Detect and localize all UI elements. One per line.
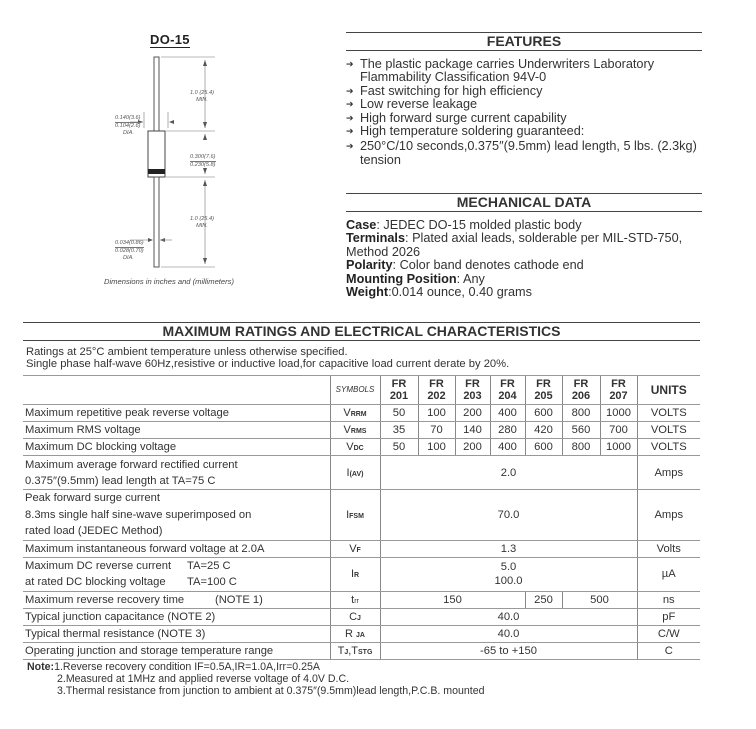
- arrow-bullet-icon: ➔: [346, 141, 354, 152]
- feature-item: ➔ High forward surge current capability: [346, 110, 567, 125]
- part-header: FR 202: [418, 376, 455, 405]
- feature-item: ➔ Fast switching for high efficiency: [346, 83, 543, 98]
- arrow-bullet-icon: ➔: [346, 99, 354, 110]
- symbols-header: SYMBOLS: [330, 376, 380, 405]
- table-row-vrrm: Maximum repetitive peak reverse voltage VRRM 50 100 200 400 600 800 1000 VOLTS: [23, 405, 700, 422]
- mech-mounting: Mounting Position: Any: [346, 271, 485, 286]
- arrow-bullet-icon: ➔: [346, 126, 354, 137]
- table-row-ifsm: Peak forward surge current 8.3ms single half sine-wave superimposed on rated load (JEDEC Method) IFSM 70.0 Amps: [23, 490, 700, 541]
- ratings-heading: MAXIMUM RATINGS AND ELECTRICAL CHARACTERISTICS: [23, 322, 700, 341]
- notes: [27, 661, 485, 698]
- features-list: [346, 58, 726, 167]
- part-header: FR 203: [455, 376, 490, 405]
- part-header: FR 201: [380, 376, 418, 405]
- features-heading: FEATURES: [346, 32, 702, 51]
- part-header: FR 205: [525, 376, 562, 405]
- dim-lead-bottom: 1.0 (25.4) MIN.: [190, 216, 214, 229]
- table-row-tj: Operating junction and storage temperature range TJ,TSTG -65 to +150 C: [23, 642, 700, 659]
- note-1: Note:1.Reverse recovery condition IF=0.5A,IR=1.0A,Irr=0.25A: [27, 661, 320, 673]
- dimensions-caption: Dimensions in inches and (millimeters): [104, 277, 234, 286]
- feature-item: ➔ The plastic package carries Underwriters Laboratory Flammability Classification 94V-0: [346, 57, 655, 85]
- mech-polarity: Polarity: Color band denotes cathode end: [346, 258, 584, 273]
- part-header: FR 204: [490, 376, 525, 405]
- note-3: 3.Thermal resistance from junction to ambient at 0.375″(9.5mm)lead length,P.C.B. mounted: [57, 685, 485, 698]
- dim-lead-top: 1.0 (25.4) MIN.: [190, 90, 214, 103]
- table-row-rja: Typical thermal resistance (NOTE 3) R JA 40.0 C/W: [23, 625, 700, 642]
- mechanical-data: [346, 219, 726, 299]
- note-2: 2.Measured at 1MHz and applied reverse voltage of 4.0V D.C.: [57, 673, 350, 686]
- ratings-table: [23, 375, 700, 660]
- part-header: FR 207: [600, 376, 637, 405]
- mech-case: Case: JEDEC DO-15 molded plastic body: [346, 218, 582, 232]
- dim-body-dia: 0.140(3.6) 0.104(2.6) DIA.: [115, 115, 141, 136]
- ratings-intro: Ratings at 25°C ambient temperature unless otherwise specified. Single phase half-wave 60Hz,resistive or inductive load,for capacitive load current derate by 20%.: [26, 346, 510, 371]
- table-row-vf: Maximum instantaneous forward voltage at 2.0A VF 1.3 Volts: [23, 540, 700, 557]
- mech-terminals: Terminals: Plated axial leads, solderable per MIL-STD-750, Method 2026: [346, 231, 683, 259]
- table-row-trr: Maximum reverse recovery time (NOTE 1) trr 150 250 500 ns: [23, 591, 700, 608]
- mech-weight: Weight:0.014 ounce, 0.40 grams: [346, 285, 532, 300]
- table-header-row: [23, 376, 700, 405]
- mechanical-heading: MECHANICAL DATA: [346, 193, 702, 212]
- table-row-ir: Maximum DC reverse current TA=25 C at rated DC blocking voltage TA=100 C IR 5.0 100.0 µA: [23, 557, 700, 591]
- arrow-bullet-icon: ➔: [346, 112, 354, 123]
- table-row-iav: Maximum average forward rectified current 0.375″(9.5mm) lead length at TA=75 C I(AV) 2.0 Amps: [23, 456, 700, 490]
- feature-item: ➔ Low reverse leakage: [346, 97, 478, 112]
- feature-item: ➔ High temperature soldering guaranteed:: [346, 124, 585, 139]
- package-title: DO-15: [150, 32, 190, 47]
- table-row-cj: Typical junction capacitance (NOTE 2) CJ 40.0 pF: [23, 608, 700, 625]
- table-row-vrms: Maximum RMS voltage VRMS 35 70 140 280 420 560 700 VOLTS: [23, 422, 700, 439]
- units-header: UNITS: [637, 376, 700, 405]
- arrow-bullet-icon: ➔: [346, 59, 354, 69]
- part-header: FR 206: [562, 376, 600, 405]
- dim-lead-dia: 0.034(0.86) 0.028(0.70) DIA.: [115, 240, 144, 261]
- table-row-vdc: Maximum DC blocking voltage VDC 50 100 200 400 600 800 1000 VOLTS: [23, 439, 700, 456]
- arrow-bullet-icon: ➔: [346, 85, 354, 96]
- feature-item: ➔ 250°C/10 seconds,0.375″(9.5mm) lead length, 5 lbs. (2.3kg) tension: [346, 139, 697, 167]
- dim-body-len: 0.300(7.6) 0.230(5.8): [190, 154, 216, 168]
